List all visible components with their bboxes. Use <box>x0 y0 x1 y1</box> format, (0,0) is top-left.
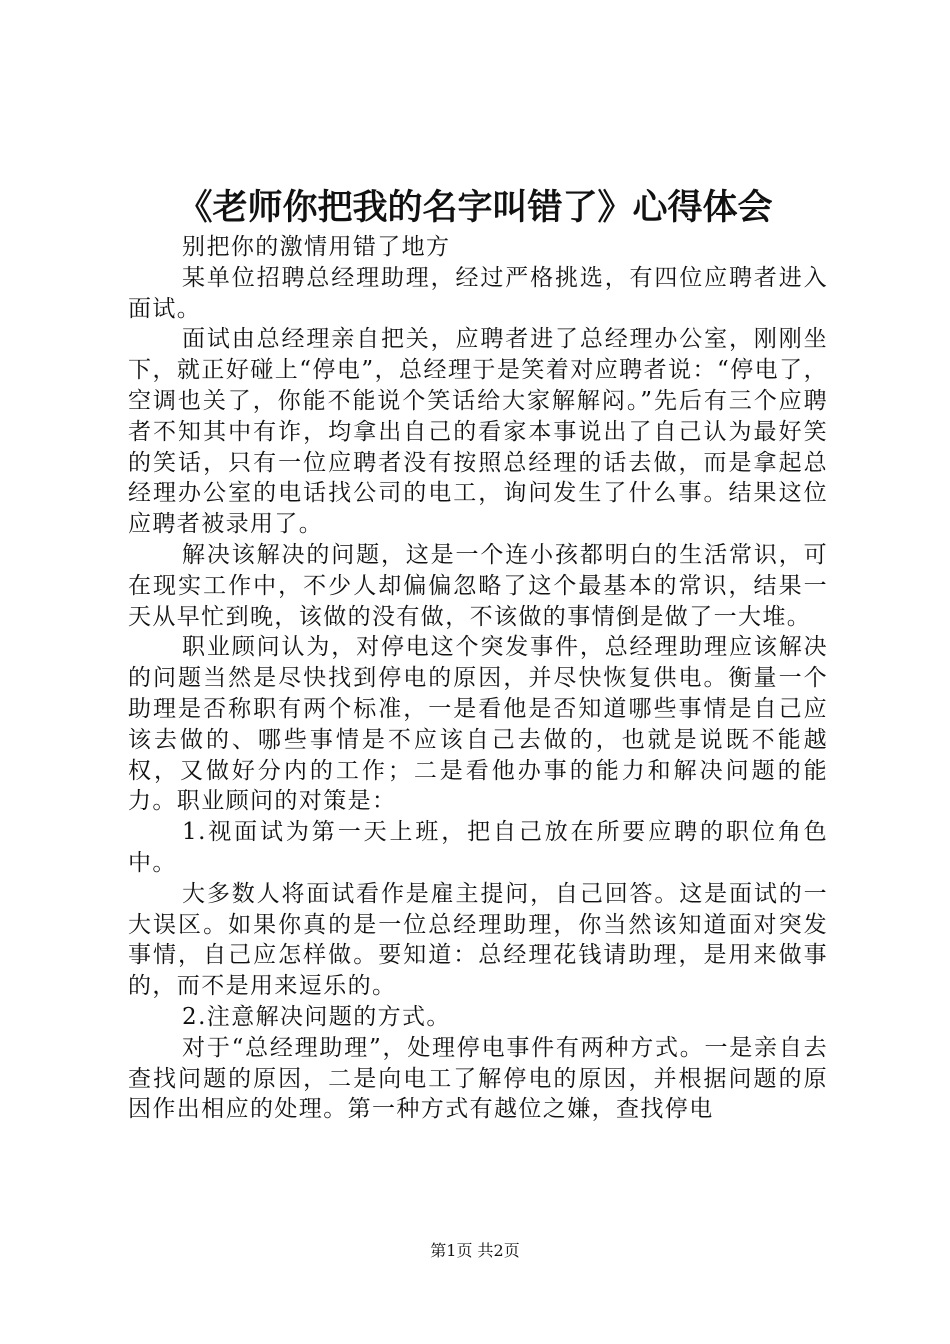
paragraph: 对于“总经理助理”，处理停电事件有两种方式。一是亲自去查找问题的原因，二是向电工了解停电的原因，并根据问题的原因作出相应的处理。第一种方式有越位之嫌，查找停电 <box>128 1034 828 1123</box>
paragraph: 1.视面试为第一天上班，把自己放在所要应聘的职位角色中。 <box>128 819 828 876</box>
paragraph: 解决该解决的问题，这是一个连小孩都明白的生活常识，可在现实工作中，不少人却偏偏忽略了这个最基本的常识，结果一天从早忙到晚，该做的没有做，不该做的事情倒是做了一大堆。 <box>128 541 828 630</box>
document-title: 《老师你把我的名字叫错了》心得体会 <box>177 187 773 228</box>
paragraph: 面试由总经理亲自把关，应聘者进了总经理办公室，刚刚坐下，就正好碰上“停电”，总经理于是笑着对应聘者说：“停电了，空调也关了，你能不能说个笑话给大家解解闷。”先后有三个应聘者不知其中有诈，均拿出自己的看家本事说出了自己认为最好笑的笑话，只有一位应聘者没有按照总经理的话去做，而是拿起总经理办公室的电话找公司的电工，询问发生了什么事。结果这位应聘者被录用了。 <box>128 326 828 538</box>
document-body <box>128 232 828 1125</box>
paragraph: 某单位招聘总经理助理，经过严格挑选，有四位应聘者进入面试。 <box>128 264 828 322</box>
paragraph: 职业顾问认为，对停电这个突发事件，总经理助理应该解决的问题当然是尽快找到停电的原因，并尽快恢复供电。衡量一个助理是否称职有两个标准，一是看他是否知道哪些事情是自己应该去做的、哪些事情是不应该自己去做的，也就是说既不能越权，又做好分内的工作；二是看他办事的能力和解决问题的能力。职业顾问的对策是： <box>128 634 828 815</box>
paragraph: 大多数人将面试看作是雇主提问，自己回答。这是面试的一大误区。如果你真的是一位总经理助理，你当然该知道面对突发事情，自己应怎样做。要知道：总经理花钱请助理，是用来做事的，而不是用来逗乐的。 <box>128 880 828 1000</box>
paragraph: 2.注意解决问题的方式。 <box>182 1003 451 1030</box>
page-number-footer: 第1页 共2页 <box>430 1241 520 1260</box>
paragraph: 别把你的激情用错了地方 <box>182 234 451 260</box>
